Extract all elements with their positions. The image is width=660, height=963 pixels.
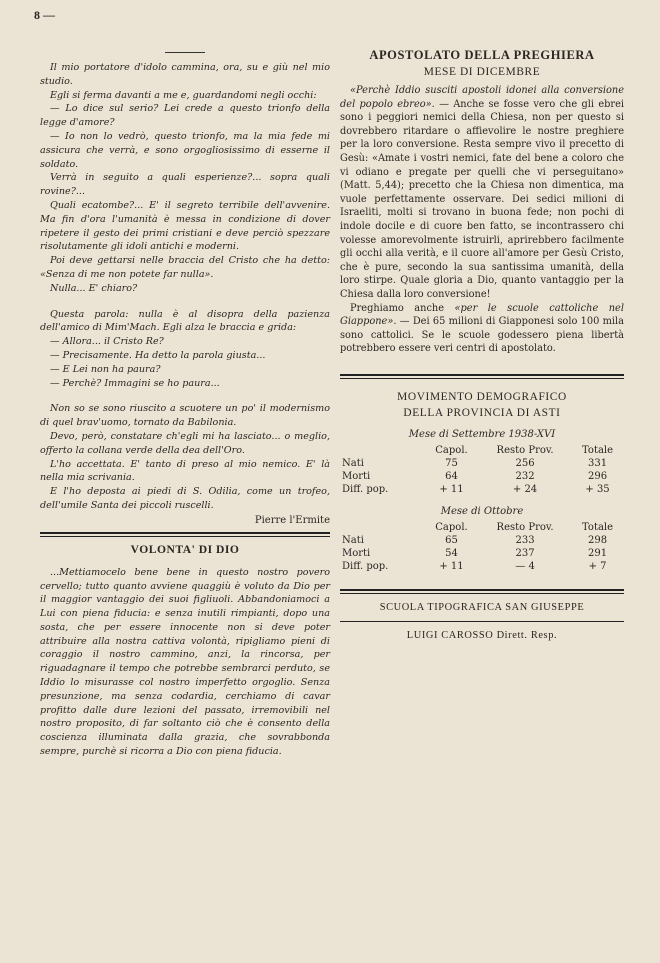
paragraph: Nulla... E' chiaro?	[50, 282, 138, 294]
cell: 291	[587, 547, 608, 559]
title-line: MOVIMENTO DEMOGRAFICO	[397, 390, 567, 403]
row-label: Diff. pop.	[342, 560, 389, 572]
quote: «per le scuole cattoliche nel Giappone».	[340, 302, 624, 328]
row-label: Nati	[342, 534, 364, 546]
printer-name: SCUOLA TIPOGRAFICA SAN GIUSEPPE	[379, 601, 585, 613]
cell: 64	[445, 470, 458, 482]
column-header: Resto Prov.	[496, 444, 554, 456]
article-signature: Pierre l'Ermite	[254, 514, 330, 526]
column-header: Capol.	[435, 444, 468, 456]
paragraph: — Allora... il Cristo Re?	[50, 336, 164, 348]
table-month: Mese di Ottobre	[440, 505, 524, 517]
section-divider	[340, 374, 624, 379]
column-header: Totale	[582, 521, 614, 533]
paragraph	[340, 84, 624, 302]
paragraph	[340, 302, 624, 356]
cell: + 11	[439, 560, 464, 572]
text: — Dei 65 milioni di Giapponesi solo 100 mila sono cattolici. Se le scuole godessero piena libertà potrebbero essere veri centri di apostolato.	[340, 316, 624, 355]
row-label: Nati	[342, 457, 364, 469]
cell: + 7	[588, 560, 607, 572]
right-column	[340, 46, 624, 649]
row-label: Morti	[342, 470, 371, 482]
cell: 331	[587, 457, 608, 469]
cell: 232	[515, 470, 535, 482]
cell: 237	[515, 547, 535, 559]
table-row	[340, 560, 624, 573]
row-label: Diff. pop.	[342, 483, 389, 495]
paragraph: L'ho accettata. E' tanto di preso al mio nemico. E' là nella mia scrivania.	[40, 458, 330, 484]
paragraph: Questa parola: nulla è al disopra della pazienza dell'amico di Mim'Mach. Egli alza le braccia e grida:	[40, 308, 330, 334]
table-row	[340, 534, 624, 547]
cell: 54	[445, 547, 458, 559]
column-header: Totale	[582, 444, 614, 456]
table-month: Mese di Settembre 1938-XVI	[408, 428, 556, 440]
section-subtitle: MESE DI DICEMBRE	[423, 66, 541, 78]
paragraph: — Precisamente. Ha detto la parola giusta...	[50, 349, 266, 361]
title-line: DELLA PROVINCIA DI ASTI	[403, 406, 561, 419]
paragraph: E l'ho deposta ai piedi di S. Odilia, come un trofeo, dell'umile Santa dei piccoli ruscelli.	[40, 486, 330, 511]
table-row	[340, 483, 624, 496]
quote: «Perchè Iddio susciti apostoli idonei alla conversione del popolo ebreo».	[340, 85, 624, 110]
table-header-row	[340, 521, 624, 534]
section-title-volonta: VOLONTA' DI DIO	[130, 542, 240, 556]
cell: 233	[515, 534, 535, 546]
cell: 256	[515, 457, 535, 469]
cell: 65	[445, 534, 458, 546]
paragraph: Verrà in seguito a quali esperienze?... sopra quali rovine?...	[40, 172, 330, 198]
cell: + 11	[439, 483, 464, 495]
section-title-apostolato: APOSTOLATO DELLA PREGHIERA	[369, 48, 595, 62]
paragraph: — Perchè? Immagini se ho paura...	[50, 377, 220, 389]
cell: — 4	[515, 560, 535, 572]
cell: 298	[587, 534, 608, 546]
table-row	[340, 457, 624, 470]
divider	[165, 52, 205, 53]
director-name: LUIGI CAROSSO Dirett. Resp.	[406, 629, 558, 641]
demographic-table	[340, 521, 624, 573]
cell: + 24	[512, 483, 538, 495]
cell: 75	[445, 457, 458, 469]
column-header: Capol.	[435, 521, 468, 533]
demographic-table	[340, 444, 624, 496]
volonta-body	[40, 566, 330, 759]
paragraph: ...Mettiamocelo bene bene in questo nostro povero cervello; tutto quanto avviene quaggiù è voluto da Dio per il maggior vantaggio dei suoi figliuoli. Abbandoniamoci a Lui con piena fiducia: e senza inutili rimpianti, dopo una sosta, che per essere innocente non si deve poter attribuire alla nostra cattiva volontà, ripigliamo pieni di coraggio il nostro cammino, anzi, la rincorsa, per riguadagnare il tempo che potrebbe sembrarci perduto, se Iddio lo misurasse col nostro imperfetto orgoglio. Senza presunzione, ma senza codardia, cerchiamo di cavar profitto dalle dure lezioni del passato, irremovibili nel nostro proposito, di far soltanto ciò che è consento della coscienza illuminata dalla grazia, che sovrabbonda sempre, purchè si ricorra a Dio con piena fiducia.	[40, 566, 330, 758]
article-body	[40, 61, 330, 513]
section-divider	[40, 532, 330, 537]
page-number: 8 —	[34, 8, 55, 22]
table-row	[340, 470, 624, 483]
paragraph: Devo, però, constatare ch'egli mi ha lasciato... o meglio, offerto la collana verde della dea dell'Oro.	[40, 430, 330, 456]
paragraph: Quali ecatombe?... E' il segreto terribile dell'avvenire. Ma fin d'ora l'umanità è messa in condizione di dover ripetere il gesto dei primi cristiani e deve perciò spezzare risolutamente gli idoli antichi e moderni.	[40, 199, 330, 253]
section-title-demografico	[340, 389, 624, 421]
row-label: Morti	[342, 547, 371, 559]
cell: 296	[587, 470, 608, 482]
paragraph: Poi deve gettarsi nelle braccia del Cristo che ha detto: «Senza di me non potete far nulla».	[40, 255, 330, 280]
paragraph: Il mio portatore d'idolo cammina, ora, su e giù nel mio studio.	[40, 62, 330, 87]
section-divider	[340, 589, 624, 594]
paragraph: — Lo dice sul serio? Lei crede a questo trionfo della legge d'amore?	[40, 103, 330, 129]
divider	[340, 621, 624, 622]
cell: + 35	[585, 483, 610, 495]
paragraph: Egli si ferma davanti a me e, guardandomi negli occhi:	[50, 89, 317, 101]
table-row	[340, 547, 624, 560]
paragraph: Non so se sono riuscito a scuotere un po' il modernismo di quel brav'uomo, tornato da Babilonia.	[40, 403, 330, 429]
table-header-row	[340, 444, 624, 457]
column-header: Resto Prov.	[496, 521, 554, 533]
left-column	[40, 52, 330, 759]
text: — Anche se fosse vero che gli ebrei sono i peggiori nemici della Chiesa, non per questo si dovrebbero ritardare o affievolire le nostre preghiere per la loro conversione. Resta sempre vivo il precetto di Gesù: «Amate i vostri nemici, fate del bene a coloro che vi odiano e pregate per quelli che vi perseguitano» (Matt. 5,44); precetto che la Chiesa non dimentica, ma vuole perfettamente osservare. Dei sedici milioni di Israeliti, molti si trovano in buona fede; non pochi di indole docile e di cuore ben fatto, se incontrassero chi volesse amorevolmente istruirli, aprirebbero facilmente gli occhi alla verità, e il cuore all'amore per Gesù Cristo, che è pure, secondo la sua santissima umanità, della loro stirpe. Quale gloria a Dio, quanto vantaggio per la Chiesa dalla loro conversione!	[340, 98, 624, 300]
paragraph: — E Lei non ha paura?	[50, 363, 161, 375]
text: Preghiamo anche	[350, 302, 455, 314]
apostolato-body	[340, 84, 624, 356]
paragraph: — Io non lo vedrò, questo trionfo, ma la mia fede mi assicura che verrà, e sono orgogliosissimo di esserne il soldato.	[40, 130, 330, 170]
